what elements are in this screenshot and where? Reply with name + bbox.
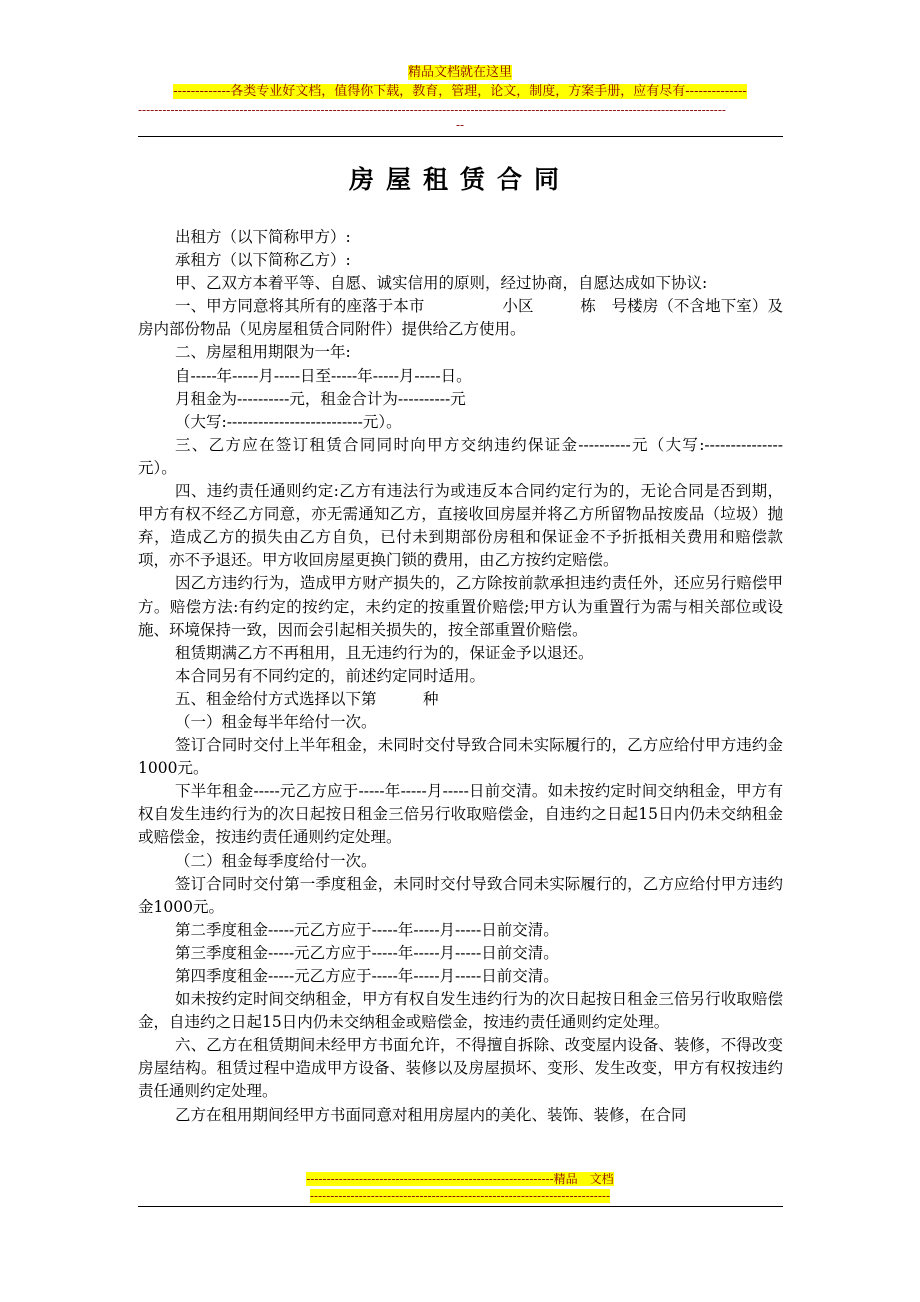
- contract-paragraph: 签订合同时交付第一季度租金，未同时交付导致合同未实际履行的，乙方应给付甲方违约金1000元。: [138, 874, 783, 916]
- header-rule: [138, 136, 783, 137]
- contract-paragraph: 月租金为----------元，租金合计为----------元: [175, 389, 466, 408]
- contract-paragraph: 租赁期满乙方不再租用，且无违约行为的，保证金予以退还。: [175, 643, 594, 662]
- footer-line-2: --------------------------------------------------------------------------: [309, 1189, 611, 1203]
- footer-line-1: -------------------------------------------------------------精品 文档: [306, 1172, 614, 1186]
- contract-paragraph: 出租方（以下简称甲方）:: [175, 228, 351, 246]
- footer-rule: [138, 1206, 783, 1207]
- document-title: 房屋租赁合同: [348, 165, 571, 194]
- header-line-2: -------------各类专业好文档，值得你下载，教育，管理，论文，制度，方案手册，应有尽有--------------: [173, 84, 747, 99]
- contract-paragraph: 甲、乙双方本着平等、自愿、诚实信用的原则，经过协商，自愿达成如下协议:: [175, 274, 708, 293]
- contract-paragraph: 一、甲方同意将其所有的座落于本市 小区 栋 号楼房（不含地下室）及房内部份物品（见房屋租赁合同附件）提供给乙方使用。: [138, 297, 783, 339]
- contract-paragraph: 五、租金给付方式选择以下第 种: [175, 689, 439, 708]
- contract-paragraph: 第四季度租金-----元乙方应于-----年-----月-----日前交清。: [175, 967, 559, 985]
- contract-paragraph: （一）租金每半年给付一次。: [175, 712, 377, 731]
- header-dash-line: -------------------------------------------------------------------------------------------------------------------------------------------------: [138, 104, 726, 117]
- contract-paragraph: 自-----年-----月-----日至-----年-----月-----日。: [175, 366, 472, 385]
- contract-paragraph: （大写:--------------------------元）。: [175, 412, 402, 431]
- contract-paragraph: 二、房屋租用期限为一年:: [175, 343, 351, 362]
- contract-paragraph: 下半年租金-----元乙方应于-----年-----月-----日前交清。如未按约定时间交纳租金，甲方有权自发生违约行为的次日起按日租金三倍另行收取赔偿金，自违约之日起15日内仍未交纳租金或赔偿金，按违约责任通则约定处理。: [138, 782, 783, 847]
- contract-paragraph: 第二季度租金-----元乙方应于-----年-----月-----日前交清。: [175, 920, 559, 939]
- contract-paragraph: 乙方在租用期间经甲方书面同意对租用房屋内的美化、装饰、装修，在合同: [175, 1105, 687, 1124]
- contract-paragraph: 第三季度租金-----元乙方应于-----年-----月-----日前交清。: [175, 943, 559, 962]
- contract-paragraph: 四、违约责任通则约定:乙方有违法行为或违反本合同约定行为的，无论合同是否到期，甲方有权不经乙方同意，亦无需通知乙方，直接收回房屋并将乙方所留物品按废品（垃圾）抛弃，造成乙方的损失由乙方自负，已付未到期部份房租和保证金不予折抵相关费用和赔偿款项，亦不予退还。甲方收回房屋更换门锁的费用，由乙方按约定赔偿。: [138, 482, 783, 570]
- contract-paragraph: 签订合同时交付上半年租金，未同时交付导致合同未实际履行的，乙方应给付甲方违约金1000元。: [138, 736, 783, 778]
- contract-paragraph: 因乙方违约行为，造成甲方财产损失的，乙方除按前款承担违约责任外，还应另行赔偿甲方。赔偿方法:有约定的按约定，未约定的按重置价赔偿;甲方认为重置行为需与相关部位或设施、环境保持一致，因而会引起相关损失的，按全部重置价赔偿。: [138, 574, 783, 639]
- header-dash-tail: --: [455, 118, 465, 132]
- header-line-1: 精品文档就在这里: [407, 65, 512, 80]
- contract-paragraph: 三、乙方应在签订租赁合同同时向甲方交纳违约保证金----------元（大写:---------------元）。: [138, 435, 783, 477]
- contract-paragraph: 承租方（以下简称乙方）:: [175, 251, 351, 270]
- contract-paragraph: 如未按约定时间交纳租金，甲方有权自发生违约行为的次日起按日租金三倍另行收取赔偿金，自违约之日起15日内仍未交纳租金或赔偿金，按违约责任通则约定处理。: [138, 990, 783, 1032]
- contract-paragraph: 本合同另有不同约定的，前述约定同时适用。: [175, 666, 486, 685]
- contract-paragraph: （二）租金每季度给付一次。: [175, 851, 377, 870]
- contract-paragraph: 六、乙方在租赁期间未经甲方书面允许，不得擅自拆除、改变屋内设备、装修，不得改变房屋结构。租赁过程中造成甲方设备、装修以及房屋损坏、变形、发生改变，甲方有权按违约责任通则约定处理。: [138, 1036, 783, 1101]
- contract-body: [138, 226, 783, 1127]
